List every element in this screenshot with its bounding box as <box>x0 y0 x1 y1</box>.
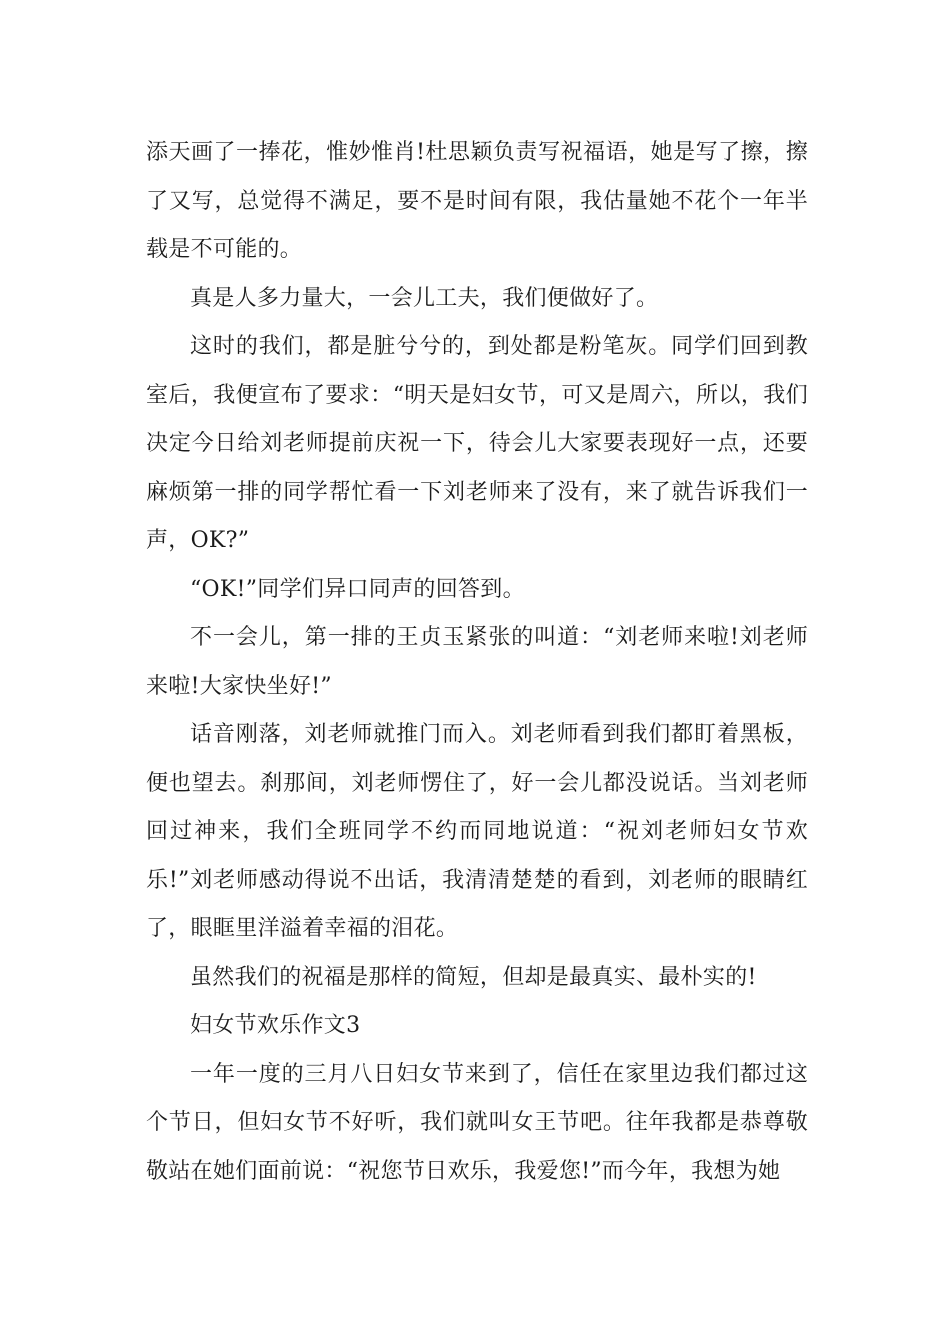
paragraph-5: 不一会儿，第一排的王贞玉紧张的叫道：“刘老师来啦!刘老师来啦!大家快坐好!” <box>146 625 808 699</box>
paragraph-2: 真是人多力量大，一会儿工夫，我们便做好了。 <box>190 285 659 311</box>
paragraph-4: “OK!”同学们异口同声的回答到。 <box>190 576 525 602</box>
document-page <box>146 129 808 1196</box>
paragraph-6: 话音刚落，刘老师就推门而入。刘老师看到我们都盯着黑板，便也望去。刹那间，刘老师愣住了，好一会儿都没说话。当刘老师回过神来，我们全班同学不约而同地说道：“祝刘老师妇女节欢乐!”刘老师感动得说不出话，我清清楚楚的看到，刘老师的眼睛红了，眼眶里洋溢着幸福的泪花。 <box>146 722 808 941</box>
paragraph-7: 虽然我们的祝福是那样的简短，但却是最真实、最朴实的! <box>190 964 757 990</box>
paragraph-1: 添天画了一捧花，惟妙惟肖!杜思颖负责写祝福语，她是写了擦，擦了又写，总觉得不满足，要不是时间有限，我估量她不花个一年半载是不可能的。 <box>146 140 808 262</box>
section-heading: 妇女节欢乐作文3 <box>190 1013 361 1038</box>
paragraph-9: 一年一度的三月八日妇女节来到了，信任在家里边我们都过这个节日，但妇女节不好听，我们就叫女王节吧。往年我都是恭尊敬敬站在她们面前说：“祝您节日欢乐，我爱您!”而今年，我想为她 <box>146 1061 808 1184</box>
paragraph-3: 这时的我们，都是脏兮兮的，到处都是粉笔灰。同学们回到教室后，我便宣布了要求：“明天是妇女节，可又是周六，所以，我们决定今日给刘老师提前庆祝一下，待会儿大家要表现好一点，还要麻烦第一排的同学帮忙看一下刘老师来了没有，来了就告诉我们一声，OK?” <box>146 334 808 553</box>
